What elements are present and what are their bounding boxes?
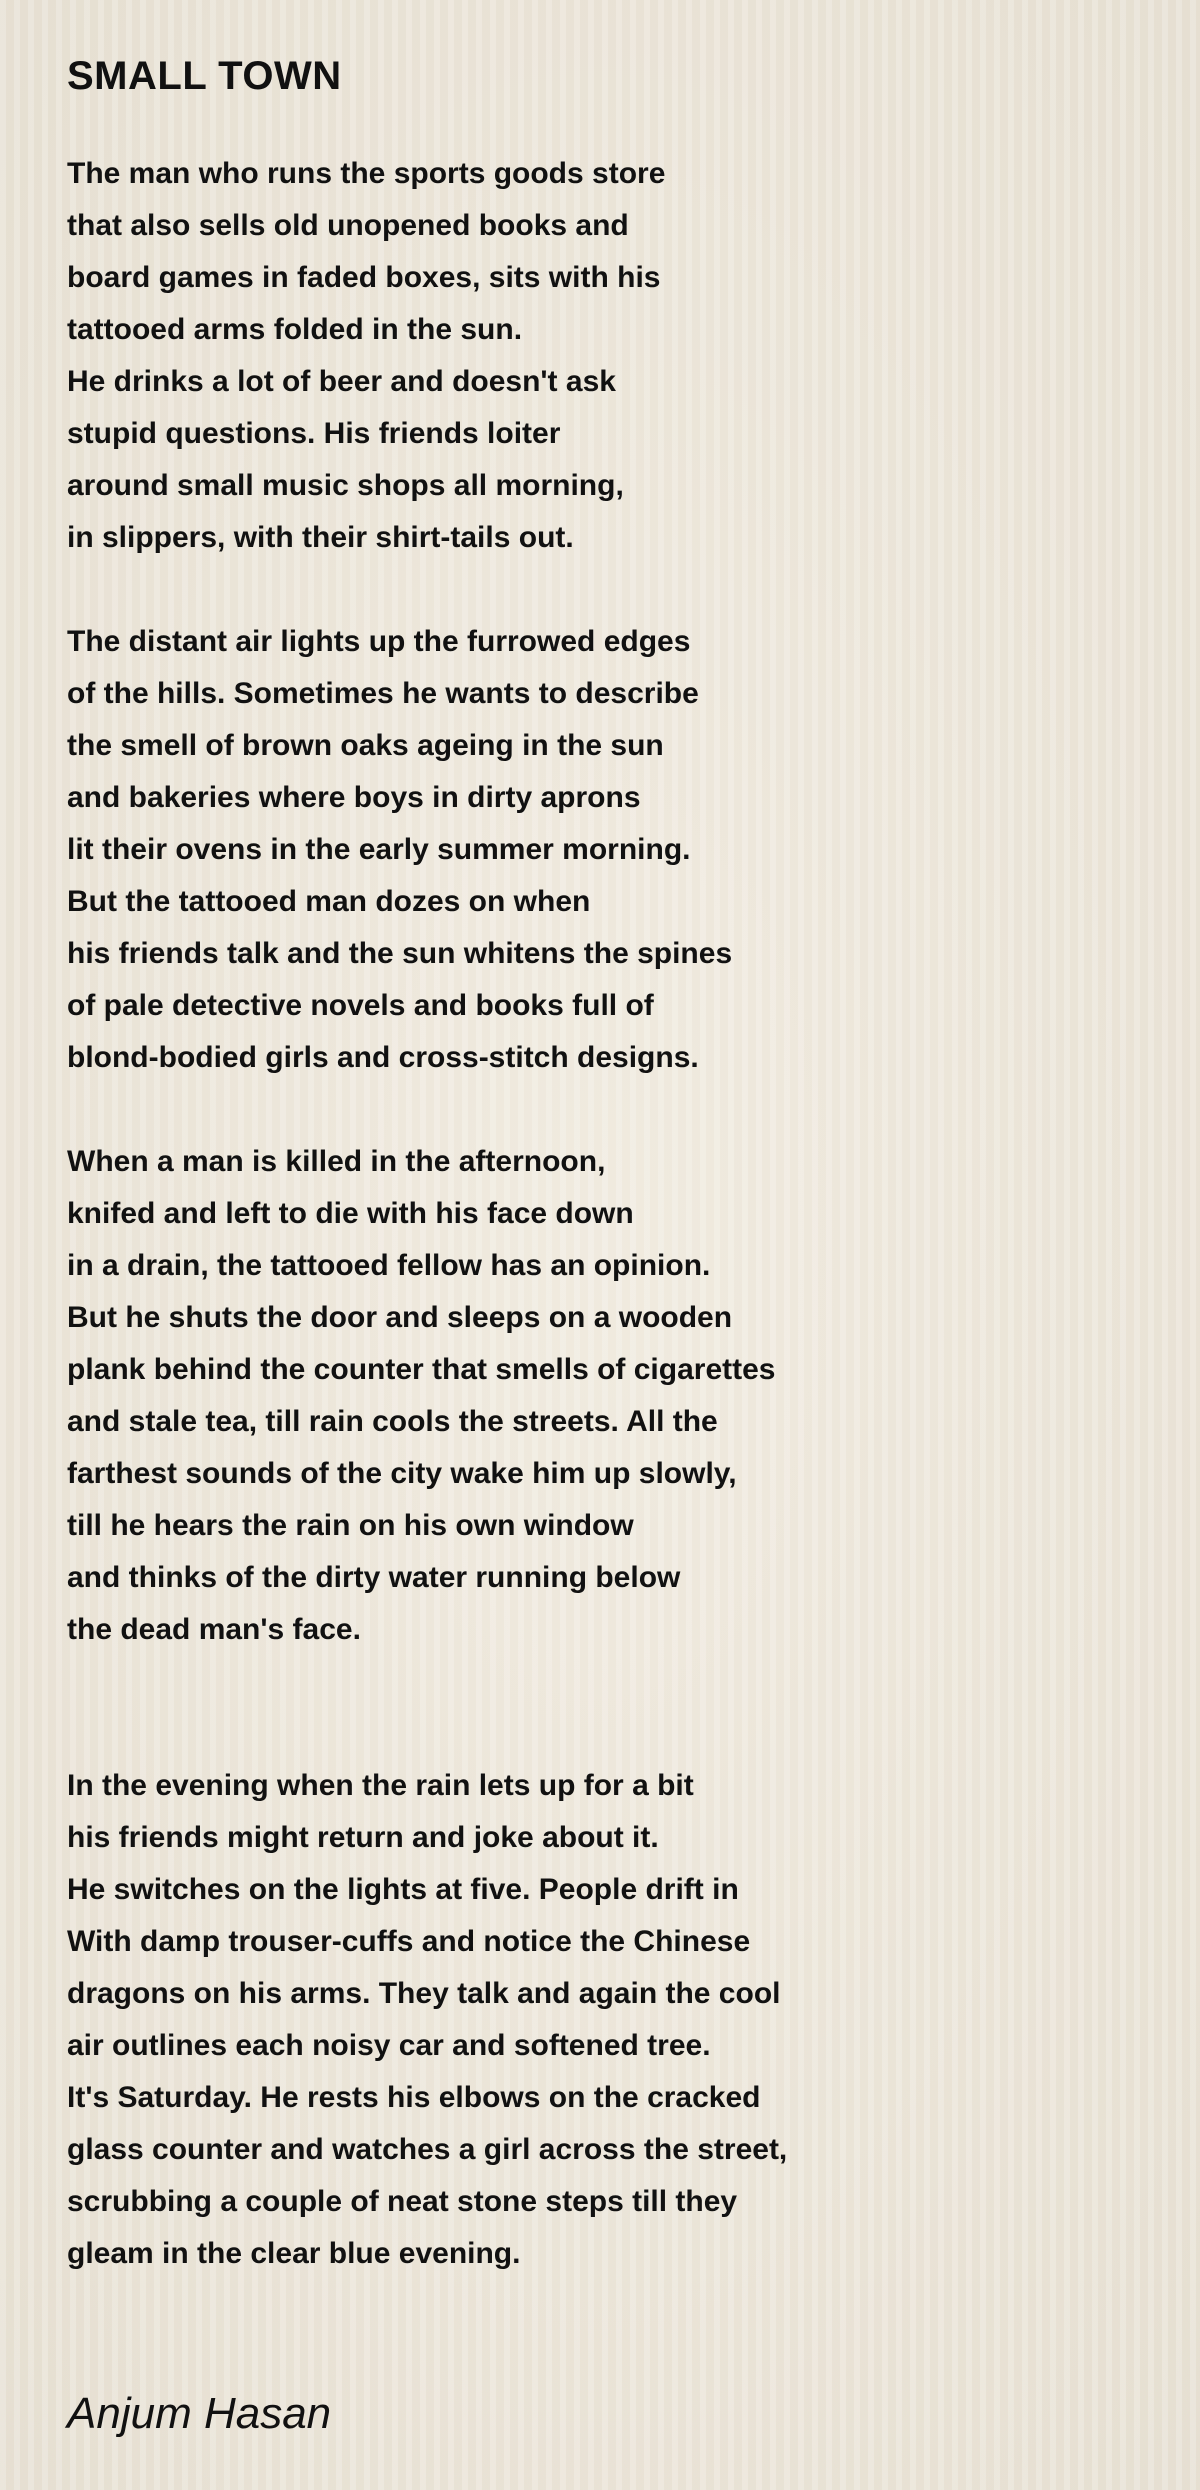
poem-line: in a drain, the tattooed fellow has an opinion. — [67, 1249, 711, 1282]
poem-line: of pale detective novels and books full of — [67, 989, 654, 1022]
poem-title: SMALL TOWN — [67, 54, 342, 98]
poem-line: With damp trouser-cuffs and notice the Chinese — [67, 1925, 751, 1958]
stanza-4 — [67, 1760, 787, 2280]
poem-line: But he shuts the door and sleeps on a wooden — [67, 1301, 733, 1334]
stanza-1 — [67, 148, 787, 564]
poem-body — [67, 148, 787, 2280]
stanza-break — [67, 564, 787, 616]
poem-line: the smell of brown oaks ageing in the sun — [67, 729, 664, 762]
poem-line: farthest sounds of the city wake him up slowly, — [67, 1457, 737, 1490]
poem-line: around small music shops all morning, — [67, 469, 624, 502]
poem-line: blond-bodied girls and cross-stitch designs. — [67, 1041, 699, 1074]
poem-author: Anjum Hasan — [67, 2389, 332, 2438]
stanza-break — [67, 1656, 787, 1760]
poem-line: He switches on the lights at five. People drift in — [67, 1873, 739, 1906]
poem-line: that also sells old unopened books and — [67, 209, 629, 242]
poem-line: But the tattooed man dozes on when — [67, 885, 591, 918]
poem-line: in slippers, with their shirt-tails out. — [67, 521, 574, 554]
poem-line: In the evening when the rain lets up for a bit — [67, 1769, 694, 1802]
poem-line: and bakeries where boys in dirty aprons — [67, 781, 641, 814]
poem-line: dragons on his arms. They talk and again the cool — [67, 1977, 781, 2010]
stanza-3 — [67, 1136, 787, 1656]
poem-line: the dead man's face. — [67, 1613, 361, 1646]
poem-line: and thinks of the dirty water running below — [67, 1561, 681, 1594]
poem-line: knifed and left to die with his face down — [67, 1197, 634, 1230]
poem-line: glass counter and watches a girl across the street, — [67, 2133, 788, 2166]
poem-line: stupid questions. His friends loiter — [67, 417, 561, 450]
poem-line: The man who runs the sports goods store — [67, 157, 666, 190]
poem-line: It's Saturday. He rests his elbows on the cracked — [67, 2081, 761, 2114]
poem-line: till he hears the rain on his own window — [67, 1509, 634, 1542]
poem-line: board games in faded boxes, sits with his — [67, 261, 661, 294]
poem-line: When a man is killed in the afternoon, — [67, 1145, 606, 1178]
poem-line: his friends might return and joke about it. — [67, 1821, 659, 1854]
poem-line: air outlines each noisy car and softened tree. — [67, 2029, 711, 2062]
poem-line: tattooed arms folded in the sun. — [67, 313, 523, 346]
poem-line: his friends talk and the sun whitens the spines — [67, 937, 733, 970]
poem-line: gleam in the clear blue evening. — [67, 2237, 521, 2270]
poem-line: plank behind the counter that smells of cigarettes — [67, 1353, 776, 1386]
poem-line: The distant air lights up the furrowed edges — [67, 625, 691, 658]
stanza-break — [67, 1084, 787, 1136]
poem-line: He drinks a lot of beer and doesn't ask — [67, 365, 616, 398]
poem-line: lit their ovens in the early summer morning. — [67, 833, 691, 866]
stanza-2 — [67, 616, 787, 1084]
poem-line: and stale tea, till rain cools the streets. All the — [67, 1405, 718, 1438]
poem-line: scrubbing a couple of neat stone steps till they — [67, 2185, 738, 2218]
poem-line: of the hills. Sometimes he wants to describe — [67, 677, 699, 710]
